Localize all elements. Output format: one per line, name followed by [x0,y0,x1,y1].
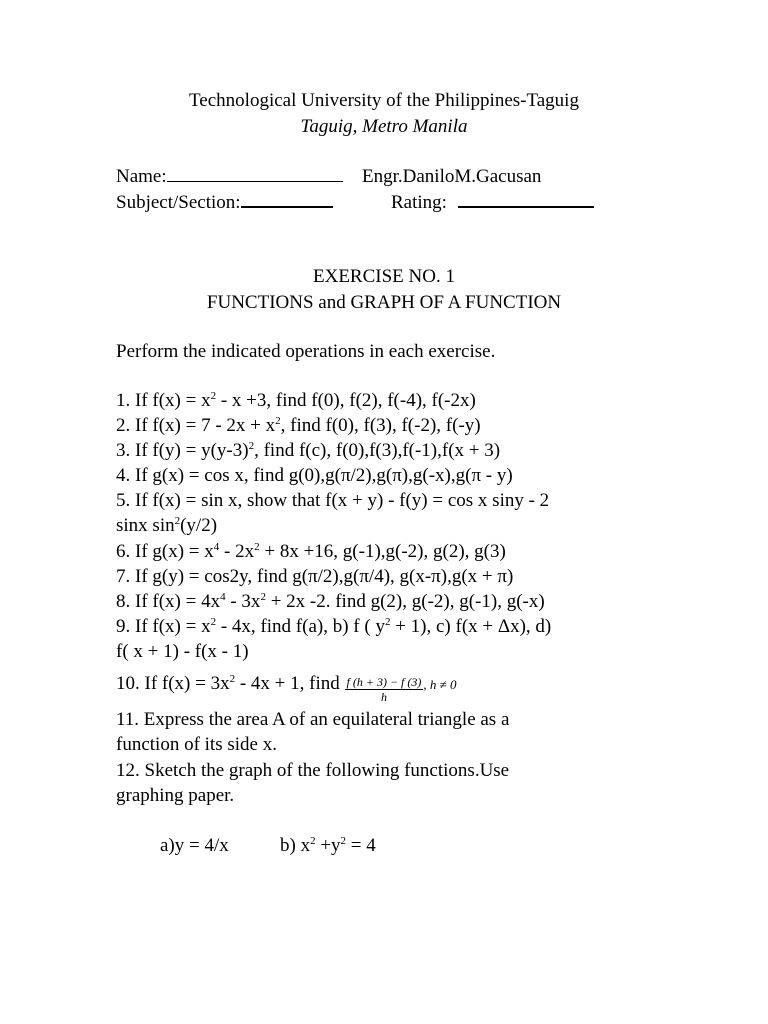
exercise-item-6: 6. If $g(x) = x^4 - 2x^2 + 8x +16$, g(-1),g(-2), g(2), g(3) [116,541,506,562]
university-name: Technological University of the Philippines-Taguig [189,90,579,111]
exercise-item-1: 1. If $f(x) = x^2 - x +3$, find f(0), f(2), f(-4), f(-2x) [116,390,476,411]
instructor-name: Engr.DaniloM.Gacusan [362,166,542,187]
exercise-item-9-line-1: 9. If $f(x) = x^2 - 4x$, find f(a), b) f ( $y^2 + 1$), c) f(x + Δx), d) [116,616,552,637]
subject-section-blank [241,206,333,208]
subject-section-field [116,192,333,214]
subject-section-label: Subject/Section: [116,192,241,213]
exercise-item-12-line-2: graphing paper. [116,785,235,806]
instructions: Perform the indicated operations in each exercise. [116,341,496,362]
exercise-item-9-line-2: f( x + 1) - f(x - 1) [116,641,249,662]
name-blank [167,181,343,182]
difference-quotient: $\frac{f (h + 3) - f (3)}{h}$ [346,675,422,704]
exercise-item-8: 8. If $f(x) = 4x^4 - 3x^2 + 2x$ -2. find g(2), g(-2), g(-1), g(-x) [116,591,545,612]
exercise-item-5-line-2: sinx $\sin^2(y/2)$ [116,515,218,536]
university-location: Taguig, Metro Manila [300,116,468,137]
exercise-item-11-line-2: function of its side x. [116,734,277,755]
sub-item-b: b) $x^2 +y^2 = 4$ [280,835,376,856]
name-field [116,166,343,188]
exercise-item-4: 4. If g(x) = cos x, find g(0),g(π/2),g(π),g(-x),g(π - y) [116,465,513,486]
exercise-item-11-line-1: 11. Express the area A of an equilateral triangle as a [116,709,510,730]
sub-item-a: a)y = 4/x [160,835,229,856]
rating-label: Rating: [391,192,447,213]
exercise-item-3: 3. If $f(y) = y(y-3)^2$, find f(c), f(0),f(3),f(-1),f(x + 3) [116,440,501,461]
exercise-item-7: 7. If g(y) = cos2y, find g(π/2),g(π/4), g(x-π),g(x + π) [116,566,514,587]
exercise-item-5-line-1: 5. If f(x) = sin x, show that f(x + y) - f(y) = cos x siny - 2 [116,490,550,511]
exercise-item-10: 10. If $f(x) = 3x^2 - 4x + 1$, find $\frac{f (h + 3) - f (3)}{h}$ , h ≠ 0 [116,673,457,704]
exercise-title: FUNCTIONS and GRAPH OF A FUNCTION [206,292,562,313]
rating-field [391,192,594,214]
exercise-item-2: 2. If $f(x) = 7 - 2x + x^2$, find f(0), f(3), f(-2), f(-y) [116,415,481,436]
name-label: Name: [116,166,167,187]
exercise-number: EXERCISE NO. 1 [313,266,455,287]
exercise-item-12-line-1: 12. Sketch the graph of the following functions.Use [116,760,510,781]
rating-blank [458,206,594,208]
